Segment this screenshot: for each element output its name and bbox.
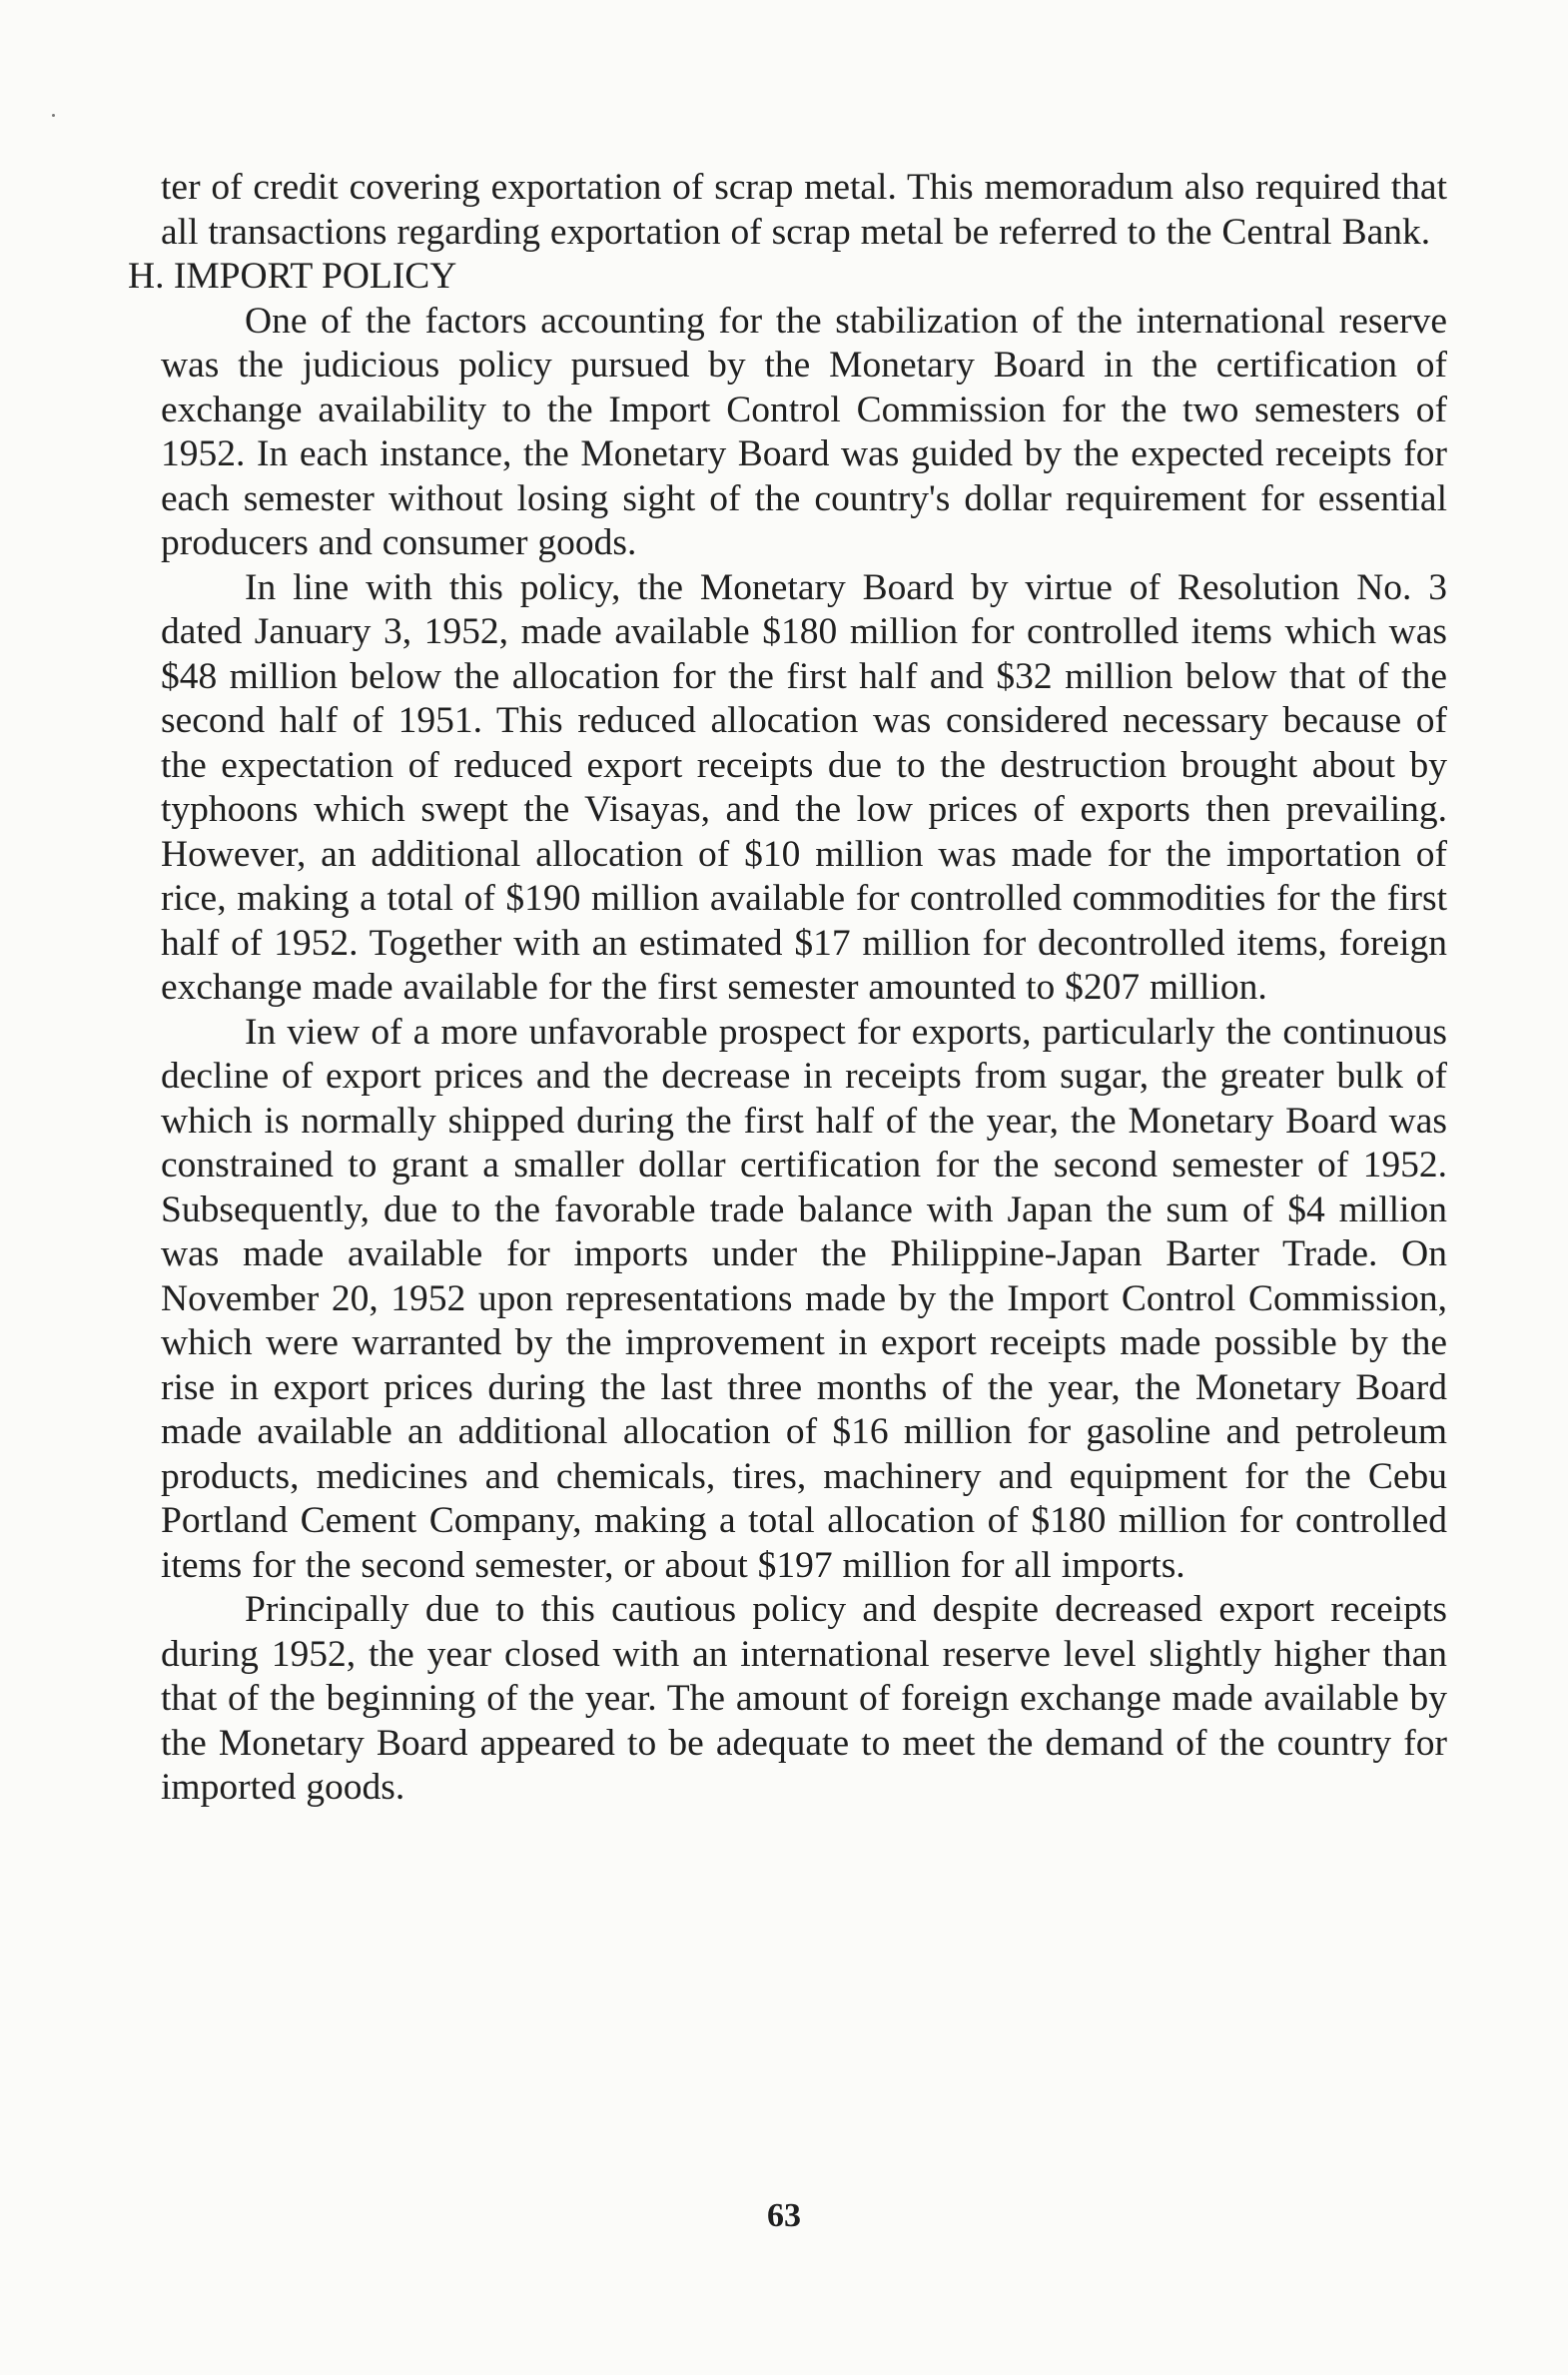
- page-number: 63: [767, 2197, 801, 2234]
- body-paragraph-4: Principally due to this cautious policy and despite decreased export receipts during 1952, the year closed with an international reserve level slightly higher than that of the beginning of the year. The amount of foreign exchange made available by the Monetary Board appeared to be adequate to meet the demand of the country for imported goods.: [161, 1589, 1447, 1808]
- section-heading: H. IMPORT POLICY: [128, 256, 457, 297]
- body-paragraph-1: One of the factors accounting for the stabilization of the international reserve was the judicious policy pursued by the Monetary Board in the certification of exchange availability to the Import Control Commission for the two semesters of 1952. In each instance, the Monetary Board was guided by the expected receipts for each semester without losing sight of the country's dollar requirement for essential producers and consumer goods.: [161, 300, 1447, 563]
- body-paragraph-2: In line with this policy, the Monetary Board by virtue of Resolution No. 3 dated January 3, 1952, made available $180 million for controlled items which was $48 million below the allocation for the first half and $32 million below that of the second half of 1951. This reduced allocation was considered necessary because of the expectation of reduced export receipts due to the destruction brought about by typhoons which swept the Visayas, and the low prices of exports then prevailing. However, an additional allocation of $10 million was made for the importation of rice, making a total of $190 million available for controlled commodities for the first half of 1952. Together with an estimated $17 million for decontrolled items, foreign exchange made available for the first semester amounted to $207 million.: [161, 566, 1447, 1008]
- scan-speck: [52, 114, 55, 117]
- continued-paragraph: ter of credit covering exportation of scrap metal. This memoradum also required that all transactions regarding exportation of scrap metal be referred to the Central Bank.: [161, 167, 1447, 253]
- body-paragraph-3: In view of a more unfavorable prospect for exports, particularly the continuous decline of export prices and the decrease in receipts from sugar, the greater bulk of which is normally shipped during the first half of the year, the Monetary Board was constrained to grant a smaller dollar certification for the second semester of 1952. Subsequently, due to the favorable trade balance with Japan the sum of $4 million was made available for imports under the Philippine-Japan Barter Trade. On November 20, 1952 upon representations made by the Import Control Commission, which were warranted by the improvement in export receipts made possible by the rise in export prices during the last three months of the year, the Monetary Board made available an additional allocation of $16 million for gasoline and petroleum products, medicines and chemicals, tires, machinery and equipment for the Cebu Portland Cement Company, making a total allocation of $180 million for controlled items for the second semester, or about $197 million for all imports.: [161, 1011, 1447, 1586]
- text-column: [128, 166, 1447, 1811]
